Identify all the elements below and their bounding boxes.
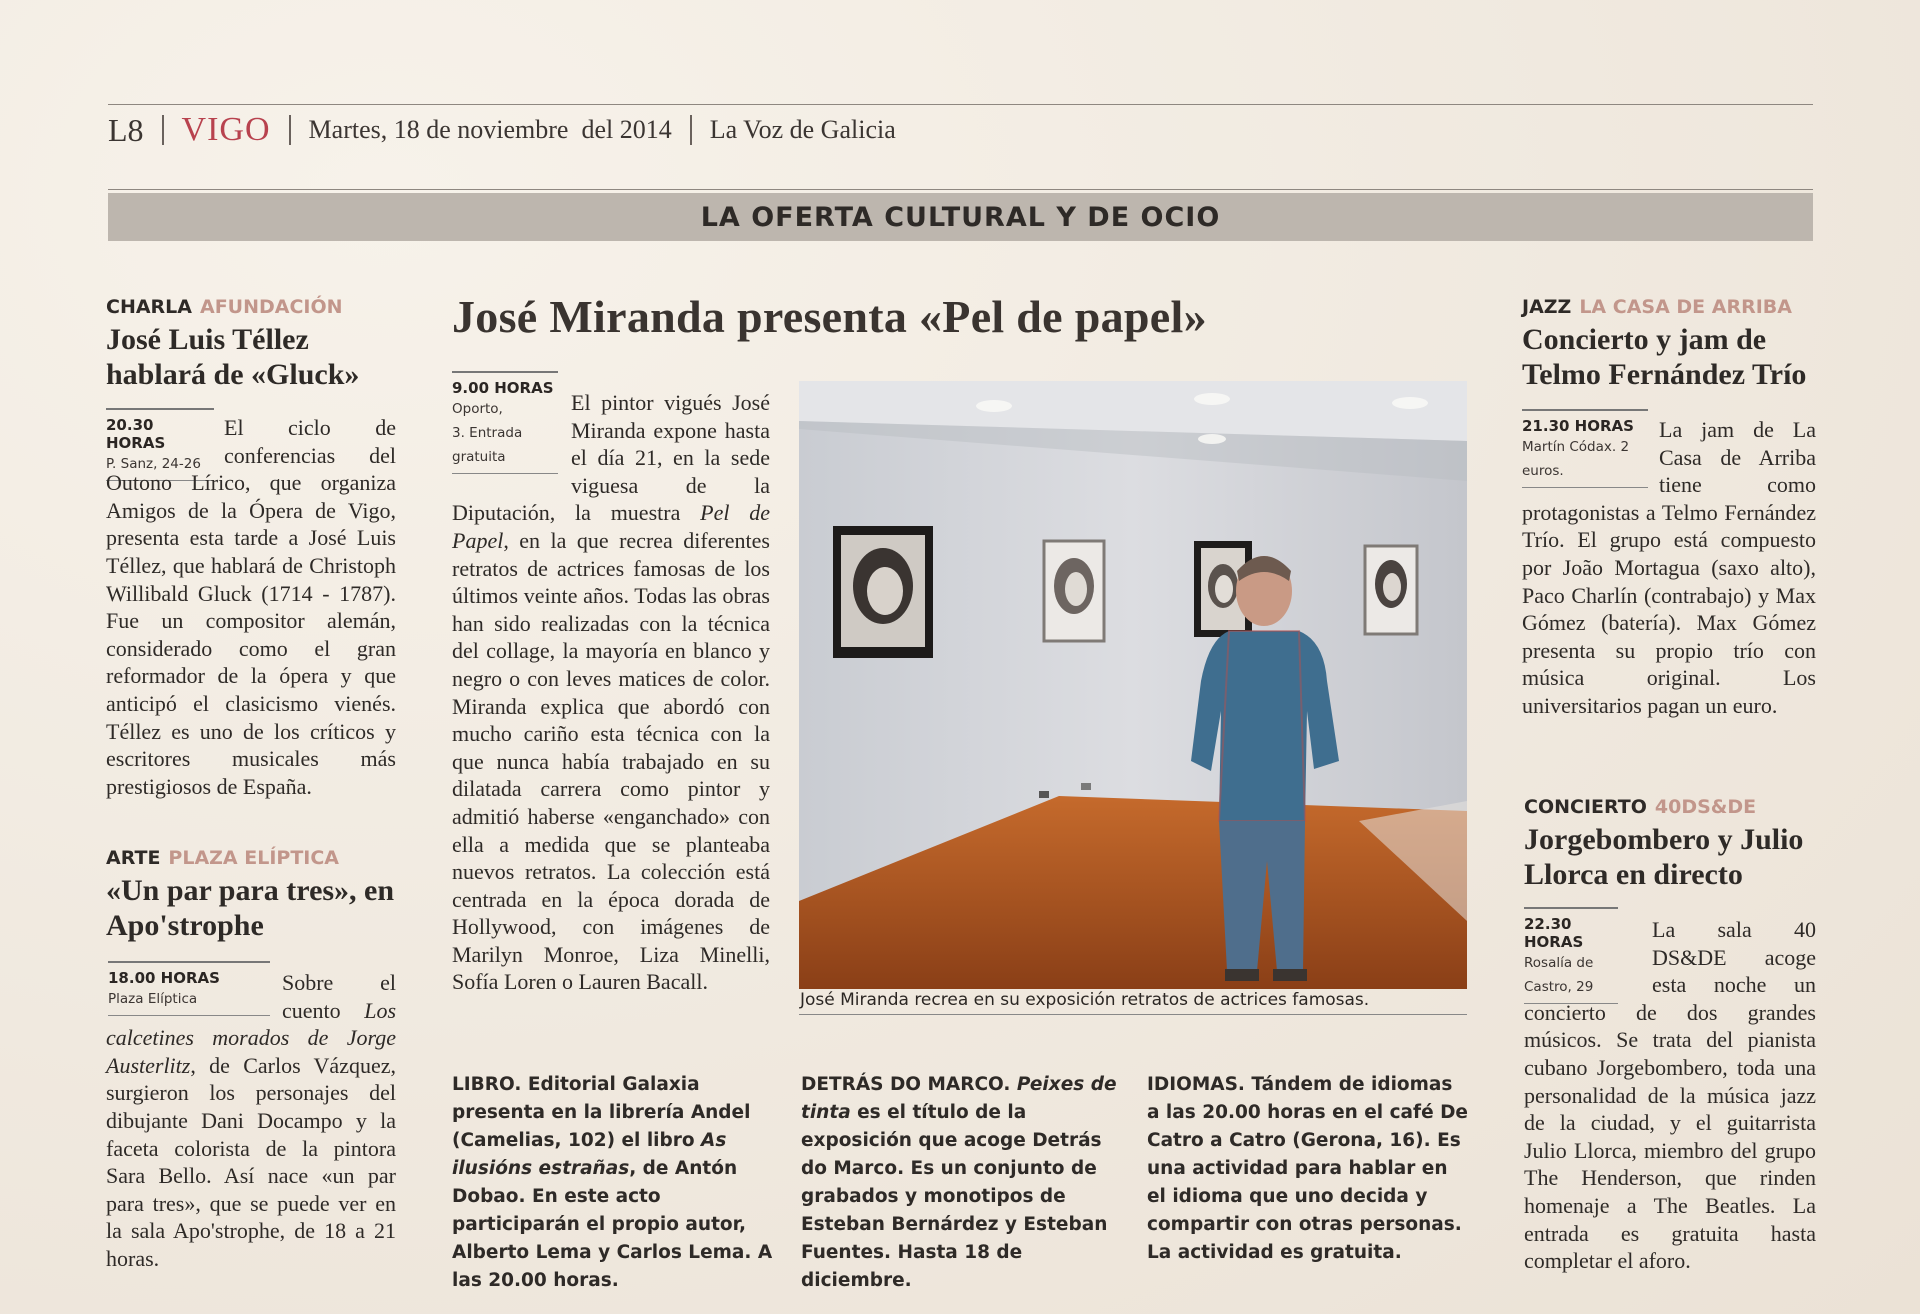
brief-detras-do-marco: DETRÁS DO MARCO. Peixes de tinta es el título de la exposición que acoge Detrás do Marco. Es un conjunto de grabados y monotipos de Esteban Bernárdez y Esteban Fuentes. Hasta 18 de diciembre. [801,1074,1117,1291]
brief-lead: DETRÁS DO MARCO. [801,1074,1011,1095]
article-body: La jam de La Casa de Arriba tiene como protagonistas a Telmo Fernández Trío. El grupo está compuesto por João Mortagua (saxo alto), Paco Charlín (contrabajo) y Max Gómez (batería). Max Gómez presenta su propio trío con música original. Los universitarios pagan un euro. [1522,417,1816,718]
event-place: Plaza Elíptica [108,987,270,1016]
event-time: 9.00 HORAS [452,371,558,397]
page-header [108,108,896,152]
article-title: «Un par para tres», en Apo'strophe [106,874,395,942]
article-body: El ciclo de conferencias del Outono Lírico, que organiza Amigos de la Ópera de Vigo, presenta esta tarde a José Luis Téllez, que hablará de Christoph Willibald Gluck (1714 - 1787). Fue un compositor alemán, considerado como el gran reformador de la ópera y que anticipó el clasicismo vienés. Téllez es uno de los críticos y escritores musicales más prestigiosos de España. [106,415,396,799]
article-charla [106,296,398,392]
event-place: P. Sanz, 24-26 [106,452,214,481]
photo-caption: José Miranda recrea en su exposición retratos de actrices famosas. [800,990,1370,1010]
brief-libro: LIBRO. Editorial Galaxia presenta en la librería Andel (Camelias, 102) el libro As ilusións estrañas, de Antón Dobao. En este acto participarán el propio autor, Alberto Lema y Carlos Lema. A las 20.00 horas. [452,1074,773,1291]
event-time: 21.30 HORAS [1522,409,1648,435]
brief-idiomas: IDIOMAS. Tándem de idiomas a las 20.00 horas en el café De Catro a Catro (Gerona, 16). Es una actividad para hablar en el idioma que uno decida y compartir con otras personas. La actividad es gratuita. [1147,1074,1468,1263]
article-arte [106,847,398,943]
brief-lead: LIBRO. [452,1074,522,1095]
event-place: Rosalía de Castro, 29 [1524,951,1618,1004]
header-rule [108,104,1813,105]
brief-lead: IDIOMAS. [1147,1074,1245,1095]
article-kicker: CONCIERTO 40DS&DE [1524,796,1757,818]
section-band-title: LA OFERTA CULTURAL Y DE OCIO [700,201,1221,233]
band-rule [108,189,1813,190]
article-title: Concierto y jam de Telmo Fernández Trío [1522,323,1807,391]
article-kicker: ARTE PLAZA ELÍPTICA [106,847,340,869]
article-body: Sobre el cuento Los calcetines morados de Jorge Austerlitz, de Carlos Vázquez, surgieron los personajes del dibujante Dani Docampo y la faceta colorista de la pintora Sara Bello. Así nace «un par para tres», que se puede ver en la sala Apo'strophe, de 18 a 21 horas. [106,970,396,1271]
gallery-illustration [799,381,1467,989]
event-place: Oporto, 3. Entrada gratuita [452,397,558,474]
event-time: 18.00 HORAS [108,961,270,987]
article-title: Jorgebombero y Julio Llorca en directo [1524,823,1804,891]
event-place: Martín Códax. 2 euros. [1522,435,1648,488]
article-kicker: JAZZ LA CASA DE ARRIBA [1522,296,1792,318]
article-concierto [1524,796,1824,892]
page-number: L8 [108,111,144,148]
header-divider [289,115,291,145]
section-name: VIGO [181,111,271,148]
event-time: 20.30 HORAS [106,408,214,452]
newspaper-name: La Voz de Galicia [709,115,896,144]
section-band [108,193,1813,241]
issue-date: Martes, 18 de noviembre del 2014 [308,115,672,144]
article-title: José Luis Téllez hablará de «Gluck» [106,323,360,391]
main-headline: José Miranda presenta «Pel de papel» [452,291,1207,342]
header-divider [690,115,692,145]
exhibition-photo [799,381,1467,989]
article-body: La sala 40 DS&DE acoge esta noche un concierto de dos grandes músicos. Se trata del pianista cubano Jorgebombero, toda una personalidad de la música jazz de la ciudad, y el guitarrista Julio Llorca, miembro del grupo The Henderson, que rinden homenaje a The Beatles. La entrada es gratuita hasta completar el aforo. [1524,917,1816,1274]
event-time: 22.30 HORAS [1524,907,1618,951]
article-kicker: CHARLA AFUNDACIÓN [106,296,343,318]
header-divider [162,115,164,145]
article-jazz [1522,296,1822,392]
caption-rule [799,1014,1467,1015]
main-article-body: El pintor vigués José Miranda expone hasta el día 21, en la sede viguesa de la Diputación, la muestra Pel de Papel, en la que recrea diferentes retratos de actrices famosas de los últimos veinte años. Todas las obras han sido realizadas con la técnica del collage, la mayoría en blanco y negro o con leves matices de color. Miranda explica que abordó con mucho cariño esta técnica con la que nunca había trabajado en su dilatada carrera como pintor y admitió haberse «enganchado» con ella a medida que se planteaba nuevos retratos. La colección está centrada en la época dorada de Hollywood, con imágenes de Marilyn Monroe, Liza Minelli, Sofía Loren o Lauren Bacall. [452,390,770,995]
